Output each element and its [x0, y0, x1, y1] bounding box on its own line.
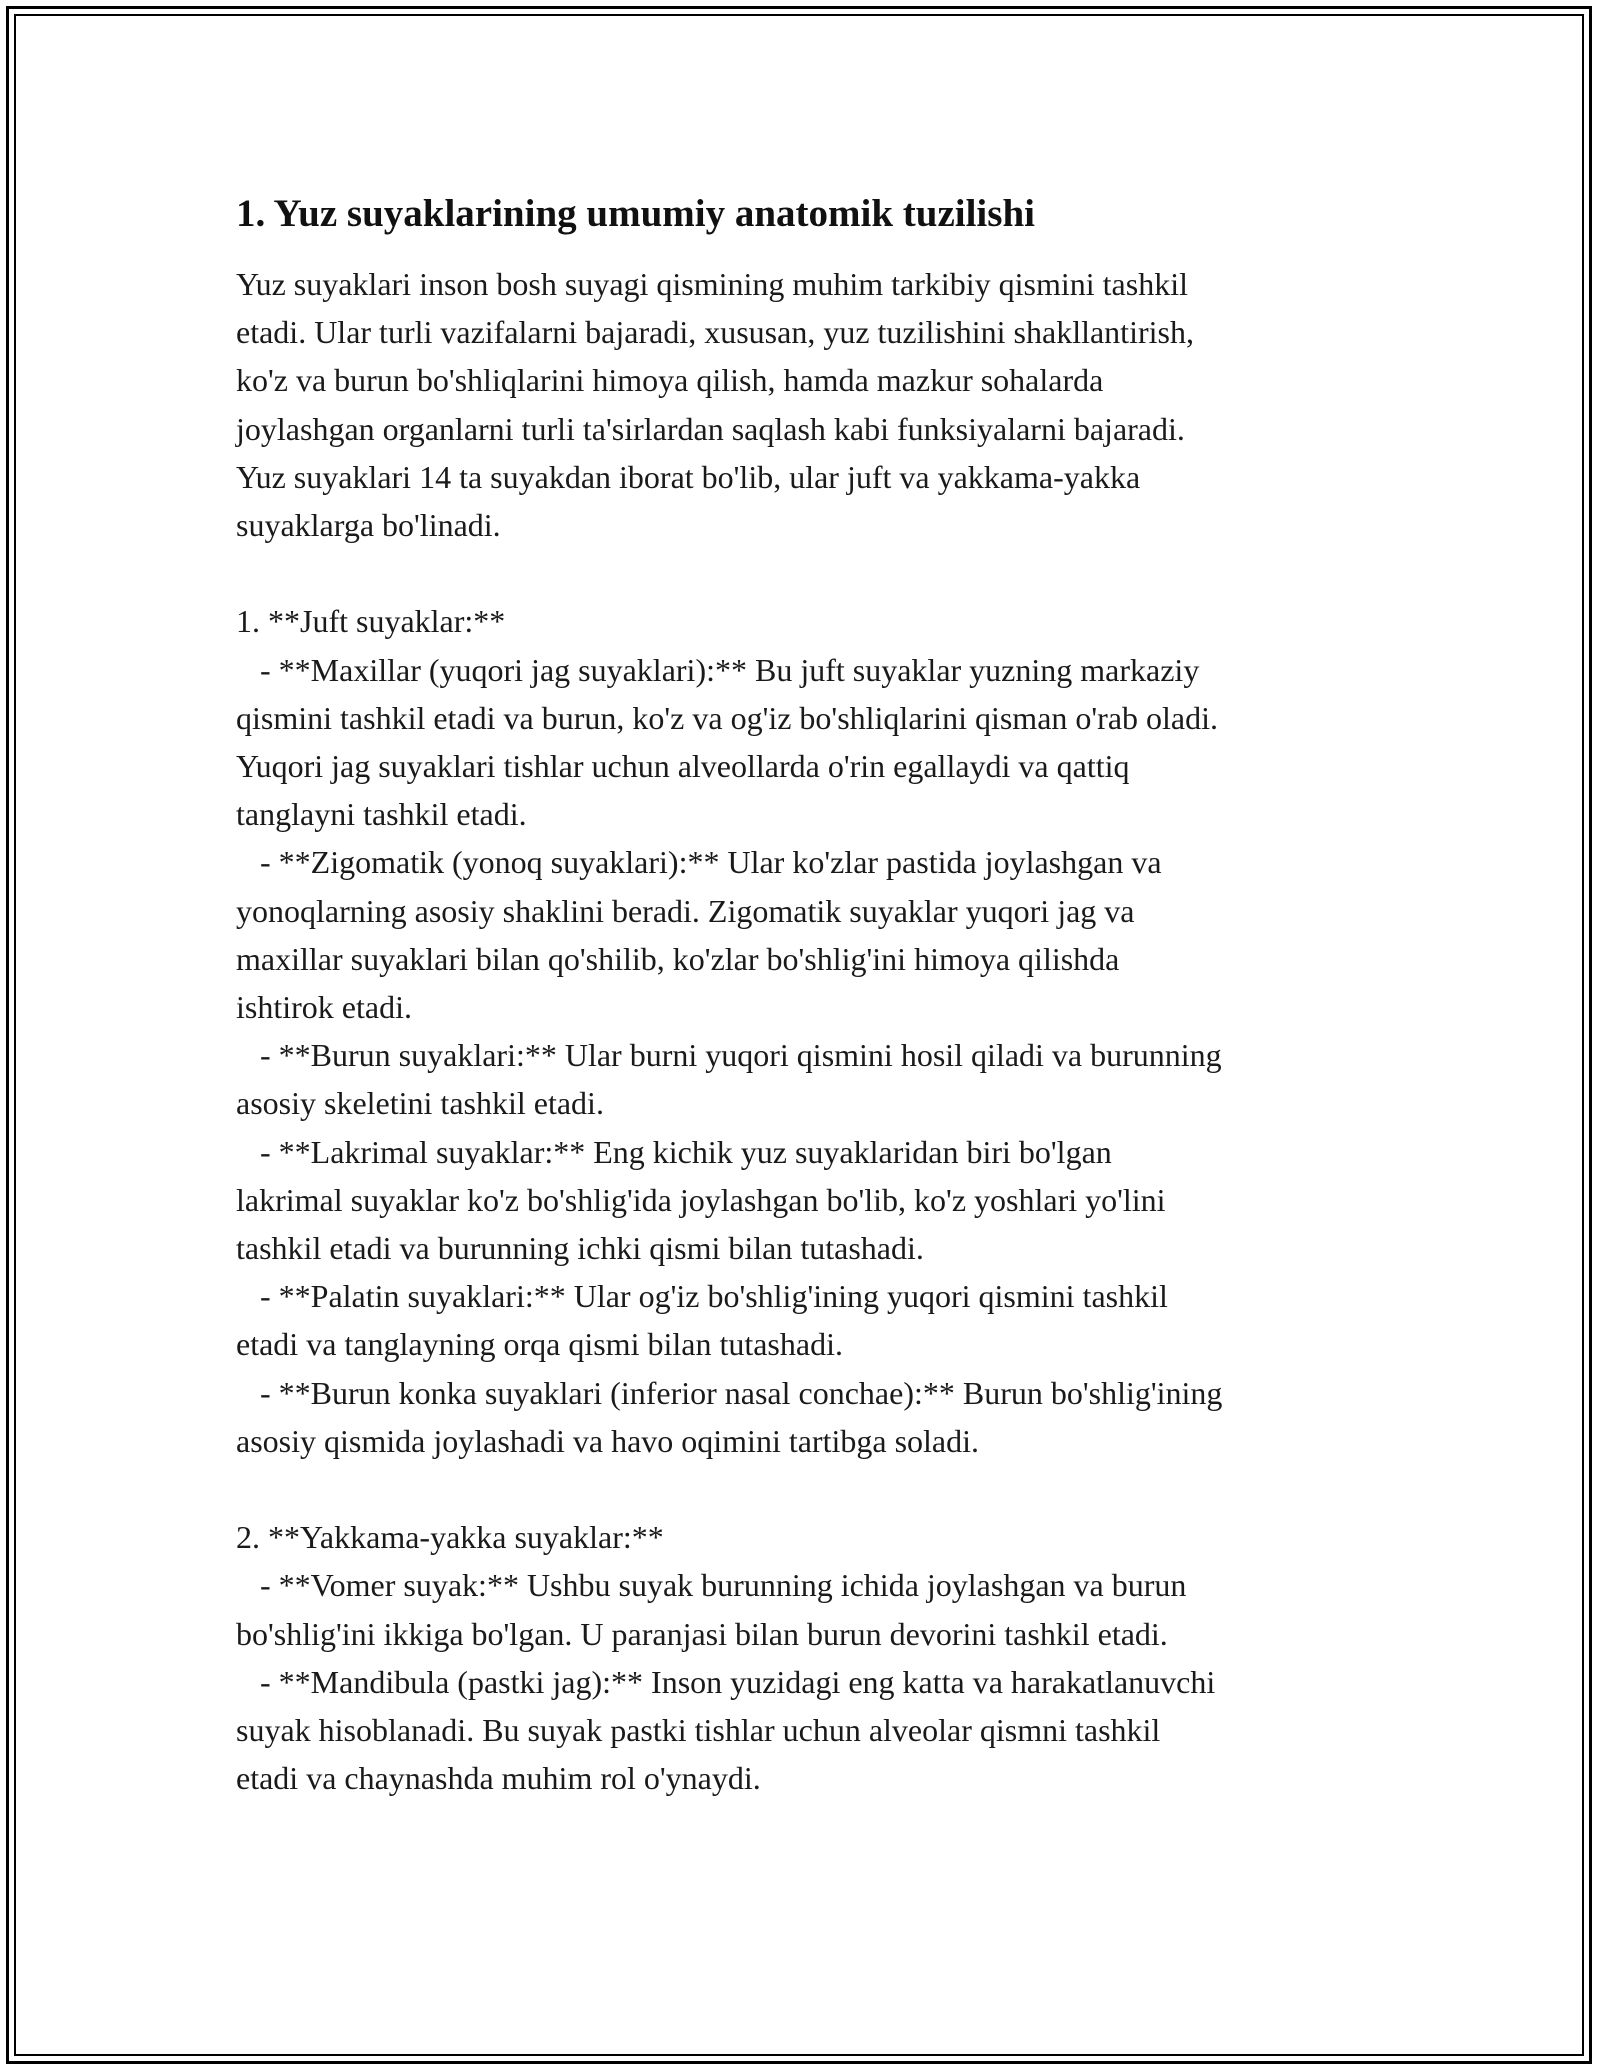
document-body: [236, 186, 1376, 1803]
paired-bones-section: 1. **Juft suyaklar:** - **Maxillar (yuqori jag suyaklari):** Bu juft suyaklar yuzning markaziy qismini tashkil etadi va burun, ko'z va og'iz bo'shliqlarini qisman o'rab oladi. Yuqori jag suyaklari tishlar uchun alveollarda o'rin egallaydi va qattiq tanglayni tashkil etadi. - **Zigomatik (yonoq suyaklari):** Ular ko'zlar pastida joylashgan va yonoqlarning asosiy shaklini beradi. Zigomatik suyaklar yuqori jag va maxillar suyaklari bilan qo'shilib, ko'zlar bo'shlig'ini himoya qilishda ishtirok etadi. - **Burun suyaklari:** Ular burni yuqori qismini hosil qiladi va burunning asosiy skeletini tashkil etadi. - **Lakrimal suyaklar:** Eng kichik yuz suyaklaridan biri bo'lgan lakrimal suyaklar ko'z bo'shlig'ida joylashgan bo'lib, ko'z yoshlari yo'lini tashkil etadi va burunning ichki qismi bilan tutashadi. - **Palatin suyaklari:** Ular og'iz bo'shlig'ining yuqori qismini tashkil etadi va tanglayning orqa qismi bilan tutashadi. - **Burun konka suyaklari (inferior nasal conchae):** Burun bo'shlig'ining asosiy qismida joylashadi va havo oqimini tartibga soladi.: [236, 603, 1223, 1459]
blank-line: [236, 549, 1376, 597]
single-bones-section: 2. **Yakkama-yakka suyaklar:** - **Vomer suyak:** Ushbu suyak burunning ichida joylashgan va burun bo'shlig'ini ikkiga bo'lgan. U paranjasi bilan burun devorini tashkil etadi. - **Mandibula (pastki jag):** Inson yuzidagi eng katta va harakatlanuvchi suyak hisoblanadi. Bu suyak pastki tishlar uchun alveolar qismni tashkil etadi va chaynashda muhim rol o'ynaydi.: [236, 1519, 1216, 1797]
blank-line: [236, 1465, 1376, 1513]
document-title: 1. Yuz suyaklarining umumiy anatomik tuzilishi: [236, 192, 1035, 235]
intro-paragraph: Yuz suyaklari inson bosh suyagi qismining muhim tarkibiy qismini tashkil etadi. Ular turli vazifalarni bajaradi, xususan, yuz tuzilishini shakllantirish, ko'z va burun bo'shliqlarini himoya qilish, hamda mazkur sohalarda joylashgan organlarni turli ta'sirlardan saqlash kabi funksiyalarni bajaradi. Yuz suyaklari 14 ta suyakdan iborat bo'lib, ular juft va yakkama-yakka suyaklarga bo'linadi.: [236, 266, 1194, 544]
